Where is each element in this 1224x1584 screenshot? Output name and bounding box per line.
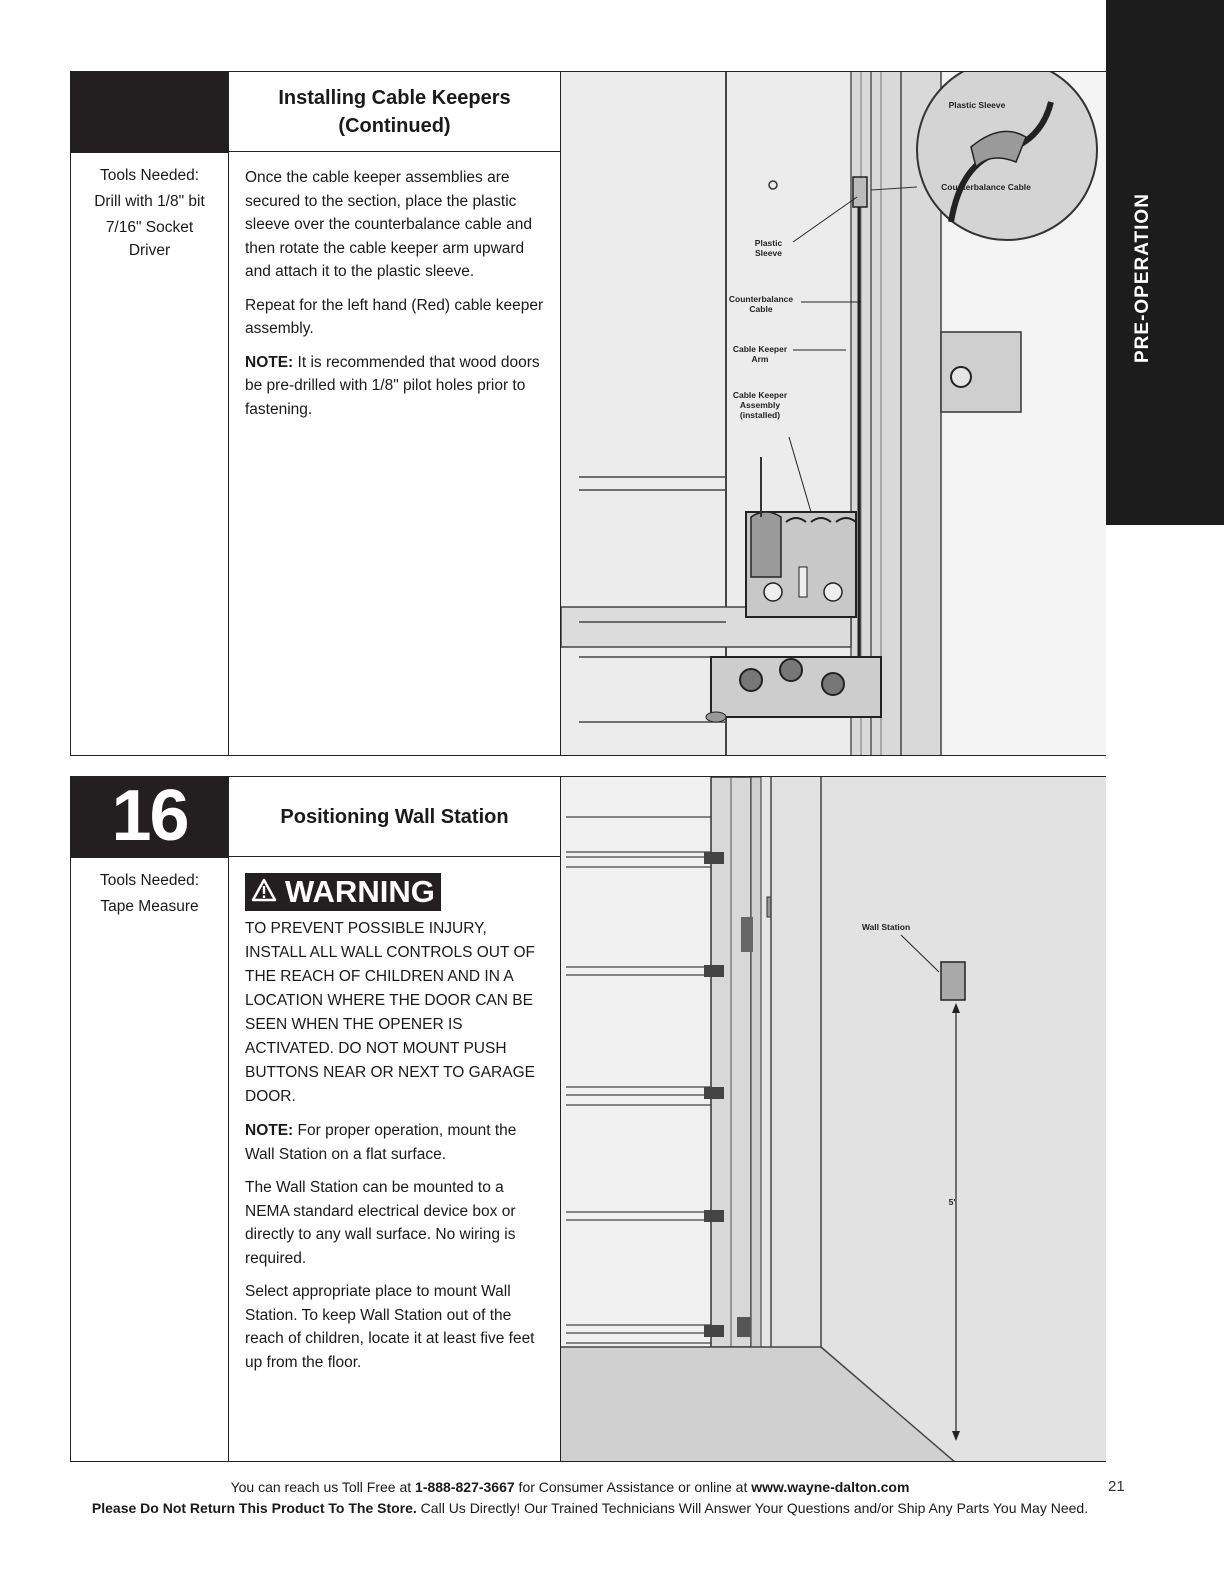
- tool-item: Tape Measure: [100, 898, 199, 915]
- tools-label: Tools Needed:: [99, 872, 200, 889]
- website-link[interactable]: www.wayne-dalton.com: [751, 1479, 910, 1495]
- footer-text: for Consumer Assistance or online at: [514, 1479, 752, 1495]
- tool-item: 7/16" Socket Driver: [105, 219, 194, 259]
- phone-number: 1-888-827-3667: [415, 1479, 515, 1495]
- callout-height: 5': [948, 1197, 956, 1207]
- section-tab-label: PRE-OPERATION: [1132, 193, 1153, 363]
- paragraph: Select appropriate place to mount Wall Station. To keep Wall Station out of the reach of children, locate it at least five feet up from the floor.: [245, 1283, 535, 1371]
- step-number: 16: [111, 776, 188, 856]
- section-tab: [1106, 0, 1224, 525]
- callout-cable-keeper-arm: Cable Keeper Arm: [732, 344, 788, 364]
- step-15-panel: [70, 71, 561, 756]
- paragraph: Once the cable keeper assemblies are secured to the section, place the plastic sleeve over the counterbalance cable and then rotate the cable keeper arm upward and attach it to the plastic sleeve.: [245, 169, 532, 280]
- step-16-instructions: [245, 871, 550, 1384]
- warning-triangle-icon: [251, 873, 277, 911]
- note-label: NOTE:: [245, 1122, 294, 1139]
- warning-label: WARNING: [285, 874, 435, 909]
- note-label: NOTE:: [245, 353, 294, 371]
- step-16-title: Positioning Wall Station: [229, 777, 560, 857]
- callout-plastic-sleeve-inset: Plastic Sleeve: [948, 100, 1006, 110]
- note-text: For proper operation, mount the Wall Station on a flat surface.: [245, 1122, 517, 1163]
- paragraph: The Wall Station can be mounted to a NEMA standard electrical device box or directly to any wall surface. No wiring is required.: [245, 1179, 516, 1267]
- note: [245, 351, 550, 422]
- warning-text: TO PREVENT POSSIBLE INJURY, INSTALL ALL WALL CONTROLS OUT OF THE REACH OF CHILDREN AND IN A LOCATION WHERE THE DOOR CAN BE SEEN WHEN THE OPENER IS ACTIVATED. DO NOT MOUNT PUSH BUTTONS NEAR OR NEXT TO GARAGE DOOR.: [245, 920, 535, 1105]
- step-number-block: [71, 777, 228, 857]
- callout-counterbalance-cable: Counterbalance Cable: [728, 294, 794, 314]
- wall-station-illustration: [561, 776, 1106, 1462]
- return-notice-bold: Please Do Not Return This Product To The Store.: [91, 1500, 417, 1516]
- step-16-panel: [70, 776, 561, 1462]
- note-text: It is recommended that wood doors be pre-drilled with 1/8" pilot holes prior to fastening.: [245, 353, 540, 418]
- page-number: 21: [1108, 1478, 1125, 1495]
- cable-keeper-drawing: [561, 72, 1106, 756]
- cable-keeper-illustration: [561, 71, 1106, 756]
- step-number-block: [71, 72, 228, 152]
- callout-cable-keeper-assembly: Cable Keeper Assembly (installed): [732, 390, 788, 420]
- tools-label: Tools Needed:: [99, 167, 200, 184]
- warning-badge: [245, 873, 441, 911]
- paragraph: Repeat for the left hand (Red) cable keeper assembly.: [245, 296, 544, 337]
- footer-contact: [120, 1479, 1020, 1495]
- footer-text: You can reach us Toll Free at: [230, 1479, 416, 1495]
- callout-counterbalance-cable-inset: Counterbalance Cable: [941, 182, 1031, 192]
- step-15-instructions: [245, 166, 550, 431]
- wall-station-drawing: [561, 777, 1106, 1462]
- callout-plastic-sleeve: Plastic Sleeve: [754, 238, 783, 258]
- tool-item: Drill with 1/8" bit: [94, 193, 205, 210]
- tools-needed: [71, 164, 228, 263]
- step-15-title: Installing Cable Keepers (Continued): [229, 72, 560, 152]
- footer-return-notice: [40, 1500, 1140, 1516]
- return-notice-text: Call Us Directly! Our Trained Technicians Will Answer Your Questions and/or Ship Any Parts You May Need.: [416, 1500, 1089, 1516]
- tools-needed: [71, 869, 228, 919]
- callout-wall-station: Wall Station: [861, 922, 911, 932]
- note: [245, 1119, 550, 1166]
